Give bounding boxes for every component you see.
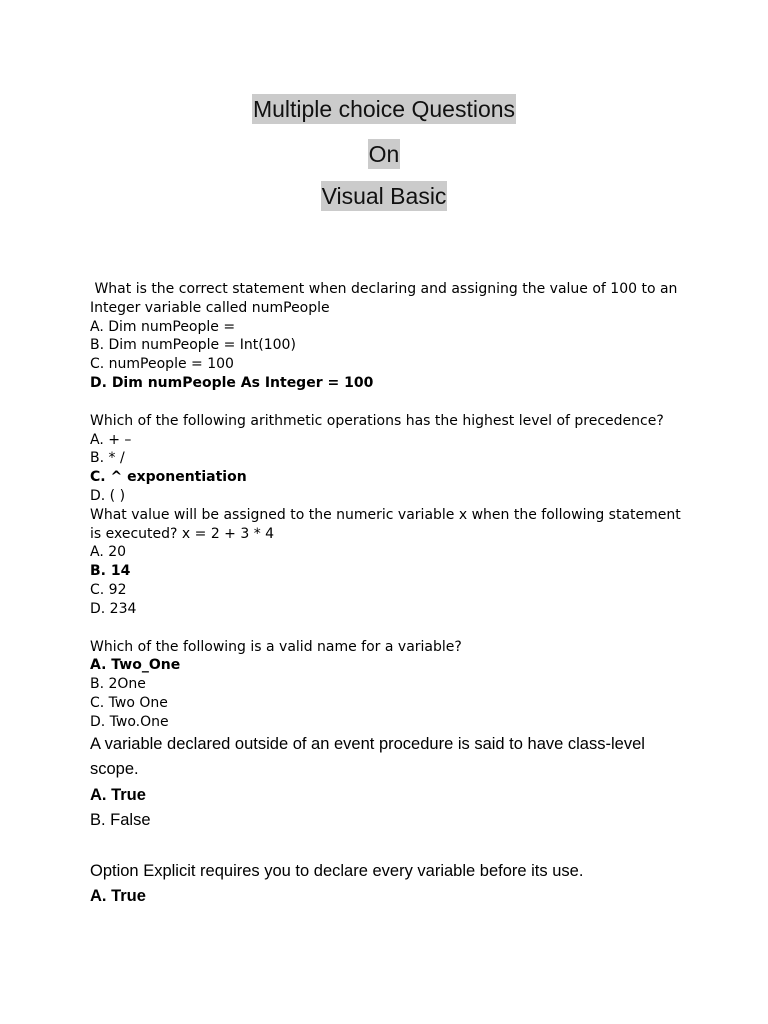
doc-subtitle [0, 181, 768, 211]
q1-question-line-1: What is the correct statement when declaring and assigning the value of 100 to an [90, 281, 678, 297]
doc-title-on [0, 139, 768, 169]
q2-option-b: B. * / [90, 450, 125, 467]
q1-option-c: C. numPeople = 100 [90, 356, 234, 373]
spacer [90, 834, 690, 859]
q5-option-b: B. False [90, 811, 151, 830]
q3-option-c: C. 92 [90, 581, 127, 598]
spacer [90, 619, 690, 638]
q5-answer: A. True [90, 785, 146, 804]
q1-option-a: A. Dim numPeople = [90, 318, 236, 335]
q4-option-d: D. Two.One [90, 713, 169, 730]
q5-question-line-1: A variable declared outside of an event procedure is said to have class-level [90, 734, 645, 753]
q3-question-line-1: What value will be assigned to the numeric variable x when the following statement [90, 506, 681, 523]
q1-option-b: B. Dim numPeople = Int(100) [90, 337, 296, 354]
q4-answer: A. Two_One [90, 657, 181, 674]
title-line-3: Visual Basic [321, 183, 447, 209]
q3-option-a: A. 20 [90, 544, 127, 561]
doc-title [0, 94, 768, 124]
q1-question-line-2: Integer variable called numPeople [90, 299, 330, 316]
title-line-2: On [368, 141, 400, 167]
q5-question-line-2: scope. [90, 760, 139, 779]
q3-answer: B. 14 [90, 563, 131, 580]
q6-question: Option Explicit requires you to declare every variable before its use. [90, 861, 584, 880]
question-list [90, 280, 690, 910]
q2-option-a: A. + – [90, 431, 132, 448]
title-line-1: Multiple choice Questions [252, 96, 516, 122]
q2-question: Which of the following arithmetic operations has the highest level of precedence? [90, 412, 664, 429]
q2-answer: C. ^ exponentiation [90, 469, 247, 486]
q4-option-c: C. Two One [90, 694, 168, 711]
q3-option-d: D. 234 [90, 600, 137, 617]
q1-answer: D. Dim numPeople As Integer = 100 [90, 374, 374, 391]
q2-option-d: D. ( ) [90, 487, 126, 504]
q3-question-line-2: is executed? x = 2 + 3 * 4 [90, 525, 275, 542]
q4-question: Which of the following is a valid name for a variable? [90, 638, 462, 655]
q4-option-b: B. 2One [90, 676, 146, 693]
spacer [90, 393, 690, 412]
q6-answer: A. True [90, 887, 146, 906]
